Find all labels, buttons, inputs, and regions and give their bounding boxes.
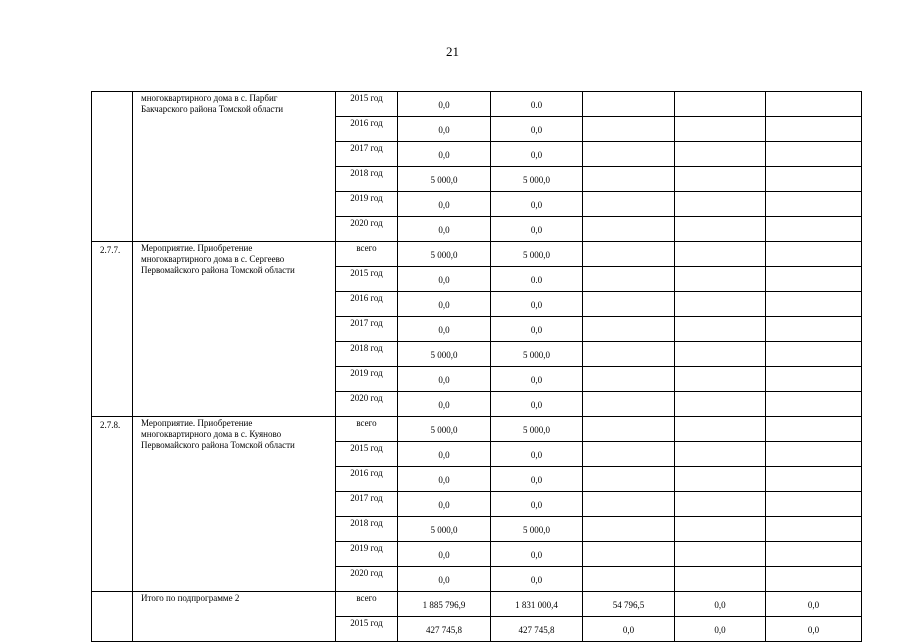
year-cell: 2017 год (336, 142, 398, 167)
value-cell: 0,0 (398, 317, 491, 342)
value-cell: 0,0 (675, 617, 766, 642)
value-cell (766, 167, 862, 192)
value-cell: 0,0 (398, 117, 491, 142)
value-cell (583, 317, 675, 342)
value-cell (675, 117, 766, 142)
value-cell (583, 392, 675, 417)
value-cell: 5 000,0 (398, 342, 491, 367)
year-cell: 2016 год (336, 117, 398, 142)
item-number: 2.7.8. (92, 417, 133, 592)
item-number (92, 592, 133, 642)
value-cell: 1 831 000,4 (491, 592, 583, 617)
value-cell (583, 567, 675, 592)
value-cell (675, 242, 766, 267)
value-cell (675, 92, 766, 117)
value-cell (675, 367, 766, 392)
item-name-line: Итого по подпрограмме 2 (141, 593, 240, 603)
value-cell (766, 117, 862, 142)
value-cell: 0,0 (766, 617, 862, 642)
value-cell: 5 000,0 (491, 167, 583, 192)
item-name (133, 592, 336, 642)
value-cell (583, 242, 675, 267)
value-cell: 0,0 (398, 567, 491, 592)
year-cell: 2017 год (336, 317, 398, 342)
value-cell: 0,0 (398, 542, 491, 567)
year-cell: 2018 год (336, 167, 398, 192)
value-cell: 0,0 (398, 392, 491, 417)
value-cell: 0,0 (398, 442, 491, 467)
value-cell: 0,0 (491, 442, 583, 467)
value-cell: 0,0 (398, 92, 491, 117)
value-cell (583, 292, 675, 317)
value-cell (675, 417, 766, 442)
value-cell (766, 417, 862, 442)
value-cell: 5 000,0 (491, 242, 583, 267)
value-cell (583, 342, 675, 367)
year-cell: 2020 год (336, 567, 398, 592)
value-cell (675, 192, 766, 217)
value-cell (766, 292, 862, 317)
year-cell: 2017 год (336, 492, 398, 517)
value-cell: 0,0 (491, 367, 583, 392)
value-cell (675, 492, 766, 517)
item-name (133, 242, 336, 417)
value-cell: 0,0 (491, 542, 583, 567)
budget-table (91, 91, 862, 642)
value-cell: 0,0 (398, 217, 491, 242)
value-cell (766, 142, 862, 167)
item-name (133, 92, 336, 242)
item-name-line: многоквартирного дома в с. Парбиг (141, 93, 278, 103)
table-body (92, 92, 862, 642)
value-cell: 0,0 (491, 117, 583, 142)
value-cell: 0,0 (491, 142, 583, 167)
value-cell: 54 796,5 (583, 592, 675, 617)
year-cell: 2019 год (336, 192, 398, 217)
value-cell (766, 92, 862, 117)
year-cell: 2015 год (336, 442, 398, 467)
value-cell (766, 467, 862, 492)
value-cell: 0,0 (583, 617, 675, 642)
year-cell: 2016 год (336, 467, 398, 492)
value-cell: 5 000,0 (398, 417, 491, 442)
value-cell (675, 517, 766, 542)
value-cell (583, 167, 675, 192)
year-cell: 2018 год (336, 342, 398, 367)
value-cell: 0.0 (491, 92, 583, 117)
table-row (92, 417, 862, 442)
value-cell: 0,0 (398, 142, 491, 167)
year-cell: 2019 год (336, 367, 398, 392)
value-cell (675, 292, 766, 317)
value-cell (583, 417, 675, 442)
year-cell: 2019 год (336, 542, 398, 567)
value-cell (583, 442, 675, 467)
item-name-line: Мероприятие. Приобретение (141, 243, 253, 253)
value-cell: 0,0 (491, 392, 583, 417)
year-cell: всего (336, 242, 398, 267)
item-name-line: Мероприятие. Приобретение (141, 418, 253, 428)
value-cell (675, 142, 766, 167)
value-cell (675, 167, 766, 192)
table-row (92, 242, 862, 267)
value-cell: 5 000,0 (398, 517, 491, 542)
value-cell: 0,0 (398, 192, 491, 217)
item-name-line: многоквартирного дома в с. Куяново (141, 429, 282, 439)
item-number (92, 92, 133, 242)
value-cell (766, 192, 862, 217)
value-cell: 0,0 (675, 592, 766, 617)
value-cell: 5 000,0 (398, 167, 491, 192)
value-cell: 0,0 (491, 292, 583, 317)
value-cell: 5 000,0 (491, 517, 583, 542)
value-cell (766, 217, 862, 242)
value-cell: 0,0 (398, 467, 491, 492)
value-cell: 0,0 (398, 492, 491, 517)
value-cell (675, 542, 766, 567)
value-cell: 0,0 (491, 492, 583, 517)
value-cell (583, 92, 675, 117)
value-cell: 5 000,0 (398, 242, 491, 267)
value-cell (675, 442, 766, 467)
value-cell (583, 192, 675, 217)
value-cell (766, 242, 862, 267)
year-cell: 2016 год (336, 292, 398, 317)
value-cell (583, 267, 675, 292)
value-cell (766, 267, 862, 292)
value-cell (583, 117, 675, 142)
year-cell: 2020 год (336, 217, 398, 242)
value-cell: 1 885 796,9 (398, 592, 491, 617)
value-cell (675, 317, 766, 342)
year-cell: всего (336, 592, 398, 617)
value-cell: 427 745,8 (491, 617, 583, 642)
item-name-line: многоквартирного дома в с. Сергеево (141, 254, 285, 264)
item-name-line: Первомайского района Томской области (141, 440, 295, 450)
table-row (92, 92, 862, 117)
year-cell: 2015 год (336, 267, 398, 292)
value-cell (766, 392, 862, 417)
page-number: 21 (446, 44, 459, 59)
item-name (133, 417, 336, 592)
value-cell (766, 317, 862, 342)
value-cell: 0,0 (491, 192, 583, 217)
value-cell (766, 517, 862, 542)
value-cell: 5 000,0 (491, 342, 583, 367)
year-cell: всего (336, 417, 398, 442)
item-name-line: Первомайского района Томской области (141, 265, 295, 275)
value-cell (583, 517, 675, 542)
value-cell (583, 492, 675, 517)
year-cell: 2015 год (336, 617, 398, 642)
value-cell (583, 467, 675, 492)
value-cell (675, 392, 766, 417)
value-cell: 0.0 (491, 267, 583, 292)
value-cell: 0,0 (398, 367, 491, 392)
value-cell (675, 567, 766, 592)
value-cell: 427 745,8 (398, 617, 491, 642)
value-cell (675, 217, 766, 242)
value-cell: 0,0 (491, 467, 583, 492)
value-cell: 0,0 (766, 592, 862, 617)
value-cell (766, 342, 862, 367)
value-cell (766, 442, 862, 467)
value-cell (766, 542, 862, 567)
table-row (92, 592, 862, 617)
value-cell (675, 467, 766, 492)
value-cell (766, 367, 862, 392)
year-cell: 2018 год (336, 517, 398, 542)
value-cell (583, 217, 675, 242)
value-cell (675, 267, 766, 292)
value-cell (675, 342, 766, 367)
year-cell: 2015 год (336, 92, 398, 117)
value-cell (583, 367, 675, 392)
value-cell: 0,0 (398, 292, 491, 317)
item-name-line: Бакчарского района Томской области (141, 104, 284, 114)
value-cell (766, 492, 862, 517)
value-cell: 0,0 (491, 567, 583, 592)
value-cell: 0,0 (398, 267, 491, 292)
item-number: 2.7.7. (92, 242, 133, 417)
value-cell: 0,0 (491, 217, 583, 242)
value-cell (583, 542, 675, 567)
value-cell: 5 000,0 (491, 417, 583, 442)
value-cell: 0,0 (491, 317, 583, 342)
value-cell (583, 142, 675, 167)
value-cell (766, 567, 862, 592)
year-cell: 2020 год (336, 392, 398, 417)
